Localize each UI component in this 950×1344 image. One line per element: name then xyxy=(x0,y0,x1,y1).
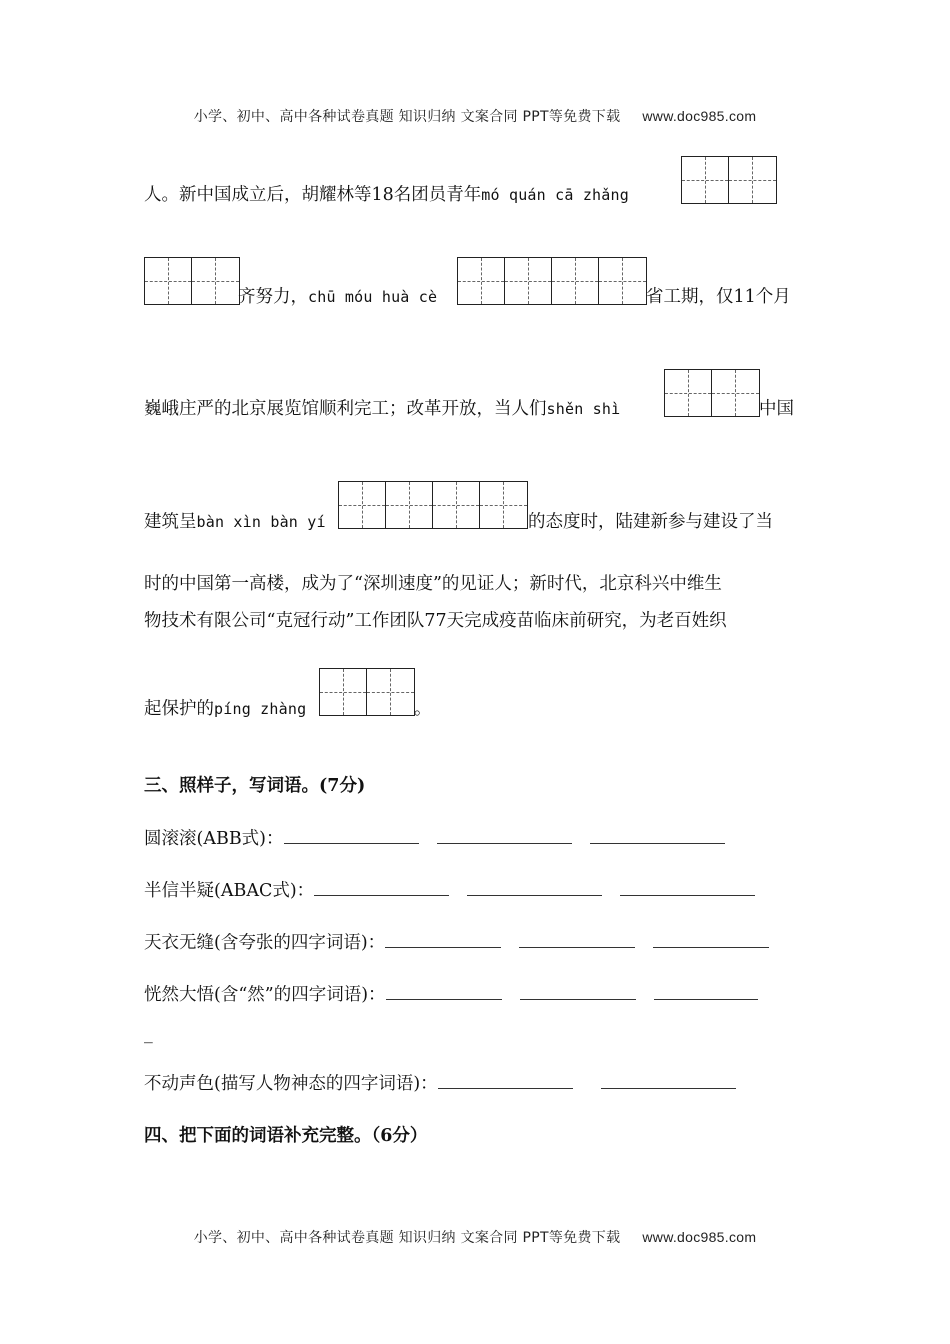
passage-line-2 xyxy=(238,285,437,309)
page-footer xyxy=(0,1227,950,1247)
answer-blank[interactable] xyxy=(437,825,572,844)
section-3-row-4-overflow xyxy=(144,1022,153,1046)
row-prompt: 半信半疑(ABAC式)： xyxy=(144,881,315,901)
passage-line-3 xyxy=(144,397,620,421)
pinyin: mó quán cā zhǎng xyxy=(481,186,629,204)
passage-text: 起保护的 xyxy=(144,699,214,719)
passage-text: 物技术有限公司“克冠行动”工作团队77天完成疫苗临床前研究，为老百姓织 xyxy=(144,611,727,631)
answer-blank[interactable] xyxy=(653,929,769,948)
passage-text: 人。新中国成立后，胡耀林等18名团员青年 xyxy=(144,185,482,205)
passage-text: 时的中国第一高楼，成为了“深圳速度”的见证人；新时代，北京科兴中维生 xyxy=(144,574,722,594)
answer-blank[interactable] xyxy=(284,825,419,844)
answer-blank[interactable] xyxy=(438,1070,573,1089)
pinyin: bàn xìn bàn yí xyxy=(196,513,326,531)
answer-blank[interactable] xyxy=(590,825,725,844)
answer-box-chu-mou-hua-ce[interactable] xyxy=(457,257,647,305)
passage-line-5 xyxy=(144,572,722,596)
answer-box-ban-xin-ban-yi[interactable] xyxy=(338,481,528,529)
passage-line-2b xyxy=(646,285,791,309)
answer-box-shen-shi[interactable] xyxy=(664,369,760,417)
passage-line-4b xyxy=(528,510,773,534)
passage-line-1 xyxy=(144,183,629,207)
answer-blank[interactable] xyxy=(654,981,758,1000)
answer-blank[interactable] xyxy=(467,877,602,896)
passage-line-7b xyxy=(414,697,432,721)
answer-blank[interactable] xyxy=(620,877,755,896)
answer-blank[interactable] xyxy=(601,1070,736,1089)
section-3-row-5 xyxy=(144,1070,754,1096)
row-prompt: 恍然大悟(含“然”的四字词语)： xyxy=(144,985,386,1005)
section-3-row-4 xyxy=(144,981,758,1007)
passage-text: 的态度时，陆建新参与建设了当 xyxy=(528,512,773,532)
footer-text: 小学、初中、高中各种试卷真题 知识归纳 文案合同 PPT等免费下载 xyxy=(193,1230,621,1246)
passage-text: 中国 xyxy=(759,399,794,419)
pinyin: píng zhàng xyxy=(214,700,307,718)
answer-blank[interactable] xyxy=(385,929,501,948)
answer-box-mo-quan-ca-zhang-part1[interactable] xyxy=(681,156,777,204)
passage-line-3b xyxy=(759,397,794,421)
overflow-mark: _ xyxy=(144,1024,153,1044)
passage-text: 齐努力， xyxy=(238,287,308,307)
section-3-title: 三、照样子，写词语。(7分) xyxy=(144,776,366,796)
passage-line-4 xyxy=(144,510,326,534)
answer-blank[interactable] xyxy=(386,981,502,1000)
page-header xyxy=(0,106,950,126)
passage-text: 巍峨庄严的北京展览馆顺利完工；改革开放，当人们 xyxy=(144,399,547,419)
pinyin: chū móu huà cè xyxy=(308,288,438,306)
row-prompt: 不动声色(描写人物神态的四字词语)： xyxy=(144,1074,438,1094)
section-3-row-3 xyxy=(144,929,769,955)
passage-line-6 xyxy=(144,609,727,633)
passage-text: 。 xyxy=(414,699,432,719)
answer-blank[interactable] xyxy=(519,929,635,948)
answer-blank[interactable] xyxy=(520,981,636,1000)
pinyin: shěn shì xyxy=(546,400,621,418)
section-3-row-2 xyxy=(144,877,773,903)
passage-text: 建筑呈 xyxy=(144,512,197,532)
section-3-row-1 xyxy=(144,825,743,851)
answer-box-mo-quan-ca-zhang-part2[interactable] xyxy=(144,257,240,305)
header-site: www.doc985.com xyxy=(642,108,757,124)
answer-box-ping-zhang[interactable] xyxy=(319,668,415,716)
row-prompt: 天衣无缝(含夸张的四字词语)： xyxy=(144,933,386,953)
footer-site: www.doc985.com xyxy=(642,1229,757,1245)
passage-text: 省工期，仅11个月 xyxy=(646,287,791,307)
header-text: 小学、初中、高中各种试卷真题 知识归纳 文案合同 PPT等免费下载 xyxy=(193,109,621,125)
row-prompt: 圆滚滚(ABB式)： xyxy=(144,829,284,849)
section-4-title: 四、把下面的词语补充完整。（6分） xyxy=(144,1126,428,1146)
answer-blank[interactable] xyxy=(314,877,449,896)
passage-line-7 xyxy=(144,697,306,721)
